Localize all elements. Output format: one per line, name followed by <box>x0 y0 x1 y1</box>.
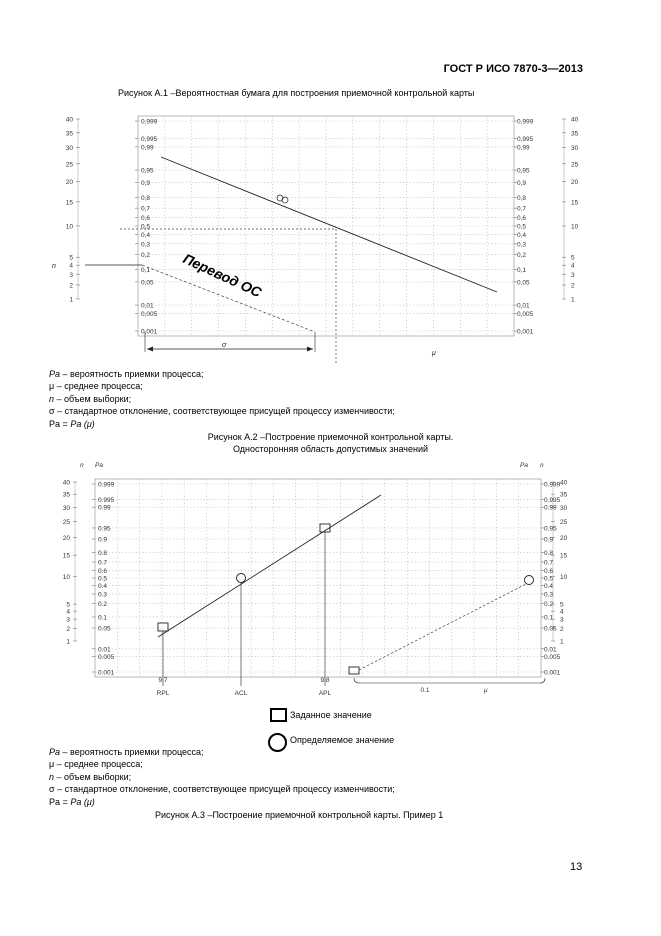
sample-size-label-left: 35 <box>65 130 73 138</box>
sample-size-label-left: 40 <box>65 116 73 124</box>
probability-label-right: 0,01 <box>517 302 530 310</box>
legend-block-2 <box>49 746 395 808</box>
sample-size-label-left: 20 <box>65 179 73 187</box>
probability-label-left: 0.01 <box>98 646 111 654</box>
figure-a2-caption: Рисунок А.2 –Построение приемочной контрольной карты. Односторонняя область допустимых значений <box>207 432 454 454</box>
probability-label-left: 0.3 <box>98 591 108 599</box>
sample-size-label-right: 5 <box>560 601 564 609</box>
probability-label-right: 0.005 <box>544 653 561 661</box>
probability-label-right: 0,99 <box>517 144 530 152</box>
probability-label-left: 0,005 <box>141 311 158 319</box>
formula-line: Pa = Pa (μ) <box>49 418 95 429</box>
x-tick-name: ACL <box>234 690 248 697</box>
sample-size-label-right: 10 <box>560 573 568 581</box>
probability-label-left: 0,001 <box>141 328 158 336</box>
legend-square-label: Заданное значение <box>290 710 372 720</box>
sample-size-label-left: 15 <box>65 199 73 207</box>
sample-size-label-right: 20 <box>560 534 568 542</box>
sample-size-label-right: 5 <box>571 254 575 262</box>
sample-size-label-left: 30 <box>62 504 70 512</box>
sample-size-label-left: 25 <box>62 519 70 527</box>
probability-label-left: 0,99 <box>141 144 154 152</box>
probability-label-right: 0,1 <box>517 267 527 275</box>
probability-label-right: 0,999 <box>517 118 534 126</box>
probability-label-right: 0.1 <box>544 614 554 622</box>
sample-size-label-right: 4 <box>571 262 575 270</box>
probability-label-right: 0.4 <box>544 583 554 591</box>
legend-block-1 <box>49 368 395 430</box>
probability-label-right: 0.01 <box>544 646 557 654</box>
sample-size-label-left: 2 <box>66 626 70 634</box>
oc-line <box>158 495 381 637</box>
rpl-square <box>158 623 168 631</box>
probability-label-right: 0.999 <box>544 481 561 489</box>
probability-label-right: 0,05 <box>517 279 530 287</box>
probability-label-right: 0,2 <box>517 252 527 260</box>
sample-size-label-right: 40 <box>571 116 579 124</box>
legend-line-sigma: σ – стандартное отклонение, соответствующее присущей процессу изменчивости; <box>49 406 395 417</box>
probability-label-left: 0,999 <box>141 118 158 126</box>
pa-axis-label-left: Pa <box>95 462 103 469</box>
probability-label-left: 0.6 <box>98 567 108 575</box>
probability-label-left: 0.5 <box>98 575 108 583</box>
probability-label-right: 0.8 <box>544 549 554 557</box>
probability-label-left: 0.005 <box>98 653 115 661</box>
probability-label-right: 0.001 <box>544 669 561 677</box>
probability-label-right: 0.7 <box>544 559 554 567</box>
sample-size-label-left: 4 <box>66 608 70 616</box>
legend-square-icon <box>270 708 287 722</box>
probability-label-left: 0,4 <box>141 232 151 240</box>
probability-label-right: 0.2 <box>544 601 554 609</box>
sample-size-label-left: 4 <box>69 262 73 270</box>
pa-axis-label-right: Pa <box>520 462 528 469</box>
sample-size-label-right: 3 <box>560 616 564 624</box>
probability-label-left: 0,1 <box>141 267 151 275</box>
n-axis-label-left: n <box>80 462 84 469</box>
probability-label-right: 0,95 <box>517 167 530 175</box>
bracket-value: 0.1 <box>420 687 430 694</box>
sigma-arrow-head-left <box>147 347 153 352</box>
legend-line-sigma: σ – стандартное отклонение, соответствующее присущей процессу изменчивости; <box>49 784 395 795</box>
sample-size-label-right: 1 <box>560 638 564 646</box>
probability-label-right: 0.995 <box>544 497 561 505</box>
probability-label-right: 0,5 <box>517 223 527 231</box>
sample-size-label-left: 30 <box>65 145 73 153</box>
sample-size-label-left: 1 <box>66 638 70 646</box>
sample-size-label-right: 3 <box>571 271 575 279</box>
sample-size-label-right: 25 <box>560 519 568 527</box>
probability-label-left: 0,2 <box>141 252 151 260</box>
sample-size-label-right: 15 <box>560 552 568 560</box>
probability-label-right: 0,001 <box>517 328 534 336</box>
probability-label-left: 0.8 <box>98 549 108 557</box>
sample-size-label-left: 35 <box>62 491 70 499</box>
sample-size-label-left: 1 <box>69 296 73 304</box>
sigma-arrow-head-right <box>307 347 313 352</box>
sample-size-label-left: 25 <box>65 161 73 169</box>
formula-line: Pa = Pa (μ) <box>49 796 95 807</box>
sample-size-label-left: 10 <box>65 223 73 231</box>
figure-a1-caption: Рисунок А.1 –Вероятностная бумага для построения приемочной контрольной карты <box>118 88 475 98</box>
probability-label-left: 0.999 <box>98 481 115 489</box>
probability-label-right: 0,6 <box>517 214 527 222</box>
probability-label-left: 0,3 <box>141 241 151 249</box>
probability-label-left: 0.001 <box>98 669 115 677</box>
sample-size-label-left: 15 <box>62 552 70 560</box>
n-axis-label: n <box>52 263 56 270</box>
page-number: 13 <box>570 861 583 873</box>
sample-size-label-left: 10 <box>62 573 70 581</box>
probability-label-left: 0.05 <box>98 625 111 633</box>
sample-size-label-right: 2 <box>560 626 564 634</box>
sigma-label: σ <box>222 342 227 349</box>
sample-size-label-left: 3 <box>69 271 73 279</box>
sample-size-label-right: 40 <box>560 479 568 487</box>
probability-label-left: 0,7 <box>141 205 151 213</box>
legend-line-mu: μ – среднее процесса; <box>49 759 143 770</box>
sample-size-label-right: 25 <box>571 161 579 169</box>
n-axis-label-right: n <box>540 462 544 469</box>
probability-label-right: 0.99 <box>544 504 557 512</box>
probability-label-left: 0.995 <box>98 497 115 505</box>
probability-label-left: 0,9 <box>141 179 151 187</box>
probability-label-left: 0.95 <box>98 525 111 533</box>
x-tick-value: 9.8 <box>320 677 330 684</box>
translation-stamp: Перевод ОС <box>180 250 264 301</box>
legend-line-n: n – объем выборки; <box>49 771 132 782</box>
sample-size-label-right: 15 <box>571 199 579 207</box>
legend-circle-label: Определяемое значение <box>290 735 395 745</box>
sample-size-label-left: 2 <box>69 282 73 290</box>
probability-label-left: 0.99 <box>98 504 111 512</box>
sample-size-label-right: 1 <box>571 296 575 304</box>
probability-label-left: 0.9 <box>98 536 108 544</box>
probability-label-left: 0,8 <box>141 194 151 202</box>
sample-size-label-right: 30 <box>560 504 568 512</box>
probability-label-left: 0,5 <box>141 223 151 231</box>
probability-label-right: 0,005 <box>517 311 534 319</box>
sample-size-label-left: 5 <box>69 254 73 262</box>
mu-square <box>349 667 359 674</box>
probability-label-right: 0.9 <box>544 536 554 544</box>
legend-line-pa: Pa – вероятность приемки процесса; <box>49 369 204 379</box>
document-header: ГОСТ Р ИСО 7870-3—2013 <box>443 63 583 75</box>
sample-size-label-right: 20 <box>571 179 579 187</box>
legend-line-pa: Pa – вероятность приемки процесса; <box>49 747 204 757</box>
sample-size-label-right: 2 <box>571 282 575 290</box>
probability-label-right: 0,3 <box>517 241 527 249</box>
probability-label-left: 0.2 <box>98 601 108 609</box>
probability-label-left: 0,05 <box>141 279 154 287</box>
probability-label-left: 0.7 <box>98 559 108 567</box>
sample-size-label-right: 4 <box>560 608 564 616</box>
sample-size-label-left: 40 <box>62 479 70 487</box>
sample-size-label-left: 20 <box>62 534 70 542</box>
sample-size-label-right: 35 <box>571 130 579 138</box>
probability-label-right: 0.05 <box>544 625 557 633</box>
probability-label-right: 0.5 <box>544 575 554 583</box>
probability-label-left: 0.4 <box>98 583 108 591</box>
probability-label-right: 0,7 <box>517 205 527 213</box>
probability-label-right: 0.6 <box>544 567 554 575</box>
legend-line-mu: μ – среднее процесса; <box>49 381 143 392</box>
probability-label-left: 0,95 <box>141 167 154 175</box>
probability-label-right: 0,4 <box>517 232 527 240</box>
sample-size-label-right: 35 <box>560 491 568 499</box>
sample-size-label-left: 5 <box>66 601 70 609</box>
x-tick-name: RPL <box>156 690 170 697</box>
oc-point-circle <box>282 197 288 203</box>
probability-label-left: 0,6 <box>141 214 151 222</box>
sample-size-label-right: 10 <box>571 223 579 231</box>
probability-label-left: 0,01 <box>141 302 154 310</box>
x-tick-value: 9.7 <box>158 677 168 684</box>
mu-label: μ <box>484 687 488 694</box>
sample-size-label-left: 3 <box>66 616 70 624</box>
legend-line-n: n – объем выборки; <box>49 393 132 404</box>
x-tick-name: APL <box>318 690 332 697</box>
probability-label-right: 0,9 <box>517 179 527 187</box>
probability-label-right: 0,8 <box>517 194 527 202</box>
probability-label-left: 0,995 <box>141 135 158 143</box>
probability-label-right: 0,995 <box>517 135 534 143</box>
sample-size-label-right: 30 <box>571 145 579 153</box>
mu-label: μ <box>432 350 436 357</box>
figure-a3-caption: Рисунок А.3 –Построение приемочной контрольной карты. Пример 1 <box>155 810 444 820</box>
probability-label-left: 0.1 <box>98 614 108 622</box>
probability-label-right: 0.95 <box>544 525 557 533</box>
range-bracket <box>354 678 545 683</box>
construction-line <box>359 584 526 670</box>
pa-circle <box>525 576 534 585</box>
probability-label-right: 0.3 <box>544 591 554 599</box>
